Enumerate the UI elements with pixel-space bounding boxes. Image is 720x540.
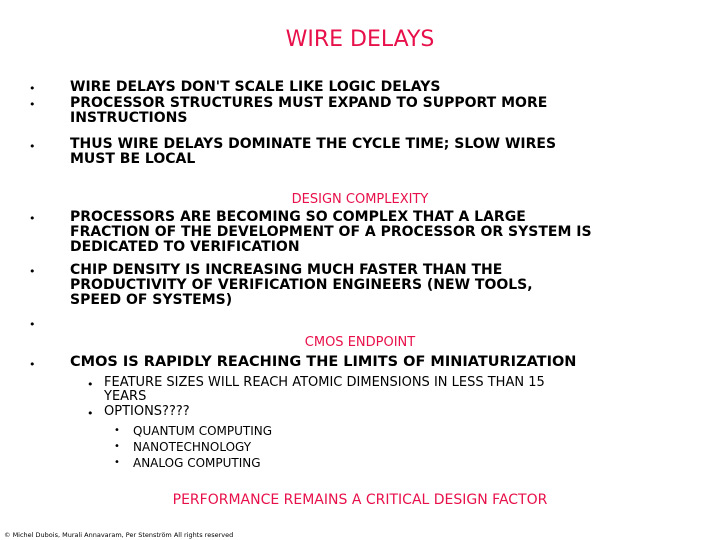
closing-statement: PERFORMANCE REMAINS A CRITICAL DESIGN FACTOR (172, 492, 548, 508)
design-complexity-heading: DESIGN COMPLEXITY (291, 192, 429, 207)
text-line: DEDICATED TO VERIFICATION (70, 239, 300, 255)
bullet-marker: • (87, 378, 94, 391)
text-line: WIRE DELAYS DON'T SCALE LIKE LOGIC DELAYS (70, 79, 441, 95)
cmos-endpoint-heading: CMOS ENDPOINT (304, 335, 416, 350)
complexity-bullet-1 (70, 210, 592, 255)
cmos-bullet: CMOS IS RAPIDLY REACHING THE LIMITS OF MINIATURIZATION (70, 354, 577, 370)
bullet-marker: • (29, 140, 36, 153)
bullet-marker: • (29, 212, 36, 225)
bullet-marker: • (29, 358, 36, 371)
wire-bullet-3 (70, 137, 556, 167)
text-line: THUS WIRE DELAYS DOMINATE THE CYCLE TIME; SLOW WIRES (70, 136, 557, 152)
text-line: PROCESSORS ARE BECOMING SO COMPLEX THAT A LARGE (70, 209, 526, 225)
bullet-marker: • (114, 457, 120, 468)
cmos-sub-bullet-2: OPTIONS???? (104, 404, 190, 419)
text-line: YEARS (104, 388, 147, 404)
text-line: CHIP DENSITY IS INCREASING MUCH FASTER THAN THE (70, 262, 503, 278)
text-line: INSTRUCTIONS (70, 110, 188, 126)
complexity-bullet-2 (70, 263, 533, 308)
text-line: PROCESSOR STRUCTURES MUST EXPAND TO SUPPORT MORE (70, 95, 548, 111)
wire-bullet-2 (70, 96, 547, 126)
cmos-sub-bullet-1 (104, 376, 545, 403)
bullet-marker: • (87, 407, 94, 420)
text-line: FEATURE SIZES WILL REACH ATOMIC DIMENSIONS IN LESS THAN 15 (104, 375, 545, 390)
bullet-marker: • (29, 318, 36, 331)
text-line: PRODUCTIVITY OF VERIFICATION ENGINEERS (NEW TOOLS, (70, 277, 533, 293)
option-item: ANALOG COMPUTING (133, 456, 261, 470)
text-line: MUST BE LOCAL (70, 151, 196, 167)
wire-bullet-1 (70, 80, 440, 95)
option-item: NANOTECHNOLOGY (133, 440, 252, 454)
bullet-marker: • (114, 425, 120, 436)
bullet-marker: • (29, 265, 36, 278)
slide-title: WIRE DELAYS (285, 27, 435, 52)
text-line: SPEED OF SYSTEMS) (70, 292, 233, 308)
copyright-notice: © Michel Dubois, Murali Annavaram, Per Stenström All rights reserved (4, 531, 234, 539)
bullet-marker: • (29, 98, 36, 111)
bullet-marker: • (29, 82, 36, 95)
bullet-marker: • (114, 441, 120, 452)
text-line: FRACTION OF THE DEVELOPMENT OF A PROCESSOR OR SYSTEM IS (70, 224, 592, 240)
option-item: QUANTUM COMPUTING (133, 424, 273, 438)
